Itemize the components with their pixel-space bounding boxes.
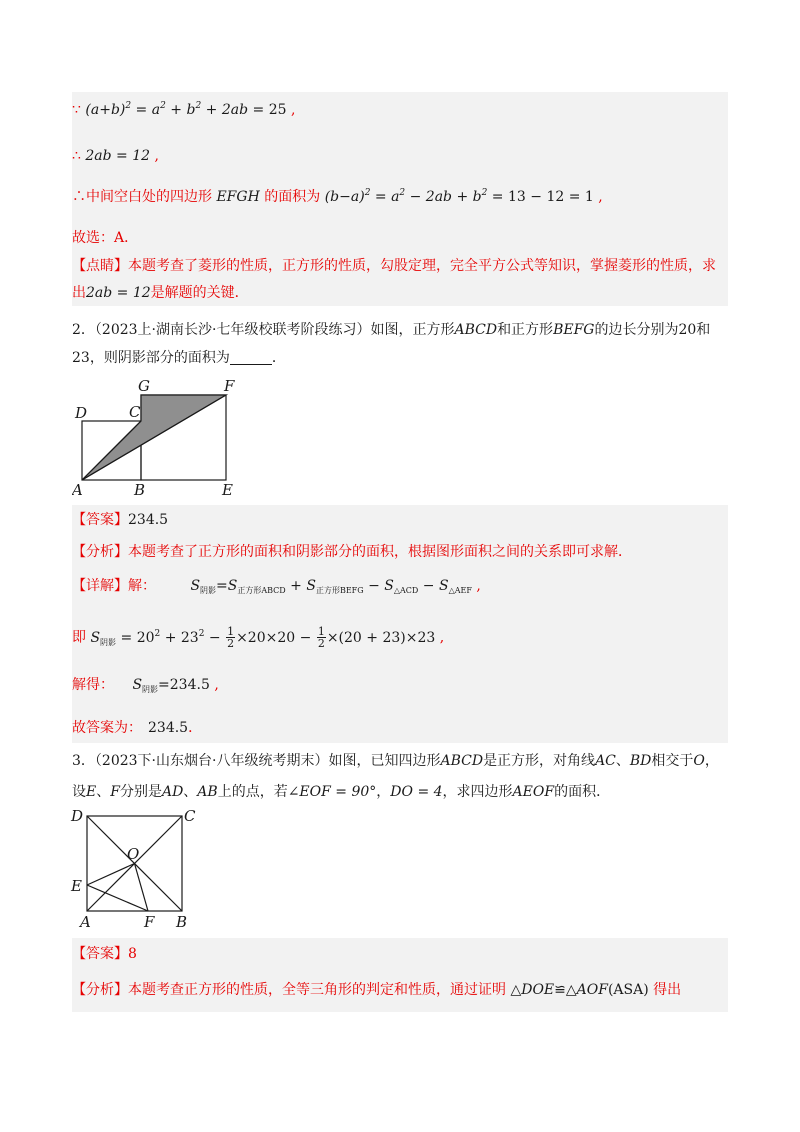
solution-block-3	[72, 938, 728, 1012]
formula-expand: $(a+b)^2 = a^2 + b^2 + 2ab = 25$	[85, 101, 287, 118]
q3-analysis-line: 【分析】本题考查正方形的性质，全等三角形的判定和性质，通过证明 △DOE≌△AOF(ASA) 得出	[72, 982, 682, 998]
q3-source: （2023下·山东烟台·八年级统考期末）	[94, 753, 329, 769]
formula-area-relation: $S_{阴影}=S_{正方形ABCD} + S_{正方形BEFG} - S_{\triangle ACD} - S_{\triangle AEF}$	[190, 578, 472, 595]
label-f-q3: F	[144, 913, 155, 931]
q2-line-2: 23，则阴影部分的面积为 ．	[72, 350, 286, 366]
label-c-q3: C	[184, 807, 196, 825]
q2-final-line: 故答案为： 234.5．	[72, 720, 203, 736]
q2-analysis-line: 【分析】本题考查了正方形的面积和阴影部分的面积，根据图形面积之间的关系即可求解．	[72, 544, 632, 560]
q2-line-1: 2．（2023上·湖南长沙·七年级校联考阶段练习）如图，正方形ABCD和正方形BEFG的边长分别为20和	[72, 322, 711, 338]
label-a-q3: A	[80, 913, 91, 931]
q2-number: 2．	[72, 322, 95, 338]
detail-tag: 【详解】	[72, 578, 128, 594]
q3-line-2: 设E、F分别是AD、AB上的点，若∠EOF = 90°，DO = 4，求四边形AEOF的面积．	[72, 784, 611, 800]
label-e: E	[222, 481, 233, 499]
solution-block-2	[72, 505, 728, 743]
q2-calc-line: 即 $S_{阴影} = 20^2 + 23^2$ − $\frac{1}{2}$ ×20×20 − $\frac{1}{2}$ ×(20 + 23)×23 ,	[72, 625, 445, 650]
segment-ef	[87, 885, 148, 911]
q2-detail-line: 【详解】解： $S_{阴影}=S_{正方形ABCD} + S_{正方形BEFG} - S_{\triangle ACD} - S_{\triangle AEF}$ ,	[72, 578, 481, 595]
tip-text-1: 本题考查了菱形的性质，正方形的性质，勾股定理，完全平方公式等知识，掌握菱形的性质，求	[128, 258, 716, 274]
q3-number: 3．	[72, 753, 95, 769]
label-e-q3: E	[71, 877, 82, 895]
analysis-tag: 【分析】	[72, 544, 128, 560]
q3-answer-line	[72, 944, 137, 964]
q2-source: （2023上·湖南长沙·七年级校联考阶段练习）	[94, 322, 371, 338]
tip-line-2: 出2ab = 12是解题的关键．	[72, 285, 249, 301]
label-g: G	[138, 377, 150, 395]
answer-tag-q3: 【答案】	[72, 946, 128, 962]
answer-value: 234.5	[128, 512, 169, 528]
label-b-q3: B	[176, 913, 188, 931]
tip-tag: 【点睛】	[72, 258, 128, 274]
label-d-q3: D	[71, 807, 84, 825]
label-b: B	[134, 481, 146, 499]
label-d: D	[75, 404, 88, 422]
q3-figure	[66, 806, 206, 934]
block1-line-1: ∵ $(a+b)^2 = a^2 + b^2 + 2ab = 25$ ,	[72, 101, 296, 118]
label-a: A	[72, 481, 83, 499]
q2-answer-line	[72, 510, 168, 530]
choice-line: 故选：A．	[72, 230, 139, 246]
q2-result-line: 解得： $S_{阴影}=234.5$ ,	[72, 677, 219, 694]
label-o-q3: O	[127, 845, 140, 863]
formula-result: $S_{阴影}=234.5$	[132, 677, 210, 694]
label-f: F	[224, 377, 235, 395]
formula-diff-square: $(b-a)^2 = a^2 - 2ab + b^2 = 13 - 12 = 1$	[324, 188, 594, 205]
answer-tag: 【答案】	[72, 512, 128, 528]
answer-value-q3: 8	[128, 946, 137, 962]
tip-formula: 2ab = 12	[86, 285, 151, 301]
q3-line-1: 3．（2023下·山东烟台·八年级统考期末）如图，已知四边形ABCD是正方形，对角线AC、BD相交于O，	[72, 753, 719, 769]
q2-figure	[72, 375, 252, 500]
block1-line-2: ∴ 2ab = 12 ,	[72, 148, 159, 164]
final-value: 234.5	[148, 720, 189, 736]
text-quad-area: ∴中间空白处的四边形	[72, 189, 212, 205]
analysis-tag-q3: 【分析】	[72, 982, 128, 998]
block1-line-3: ∴中间空白处的四边形 EFGH 的面积为 $(b-a)^2 = a^2 - 2ab + b^2 = 13 - 12 = 1$ ,	[72, 188, 603, 205]
formula-2ab: 2ab = 12	[85, 148, 151, 164]
answer-blank	[230, 350, 272, 365]
therefore-symbol: ∴	[72, 148, 81, 164]
formula-calc: $S_{阴影} = 20^2 + 23^2$ − $\frac{1}{2}$ ×20×20 − $\frac{1}{2}$ ×(20 + 23)×23	[90, 625, 436, 650]
label-c: C	[129, 403, 141, 421]
quad-name: EFGH	[216, 189, 260, 205]
tip-line-1	[72, 256, 716, 276]
because-symbol: ∵	[72, 102, 81, 118]
formula-congruence: △DOE≌△AOF(ASA)	[510, 982, 649, 998]
segment-eo	[87, 864, 135, 886]
